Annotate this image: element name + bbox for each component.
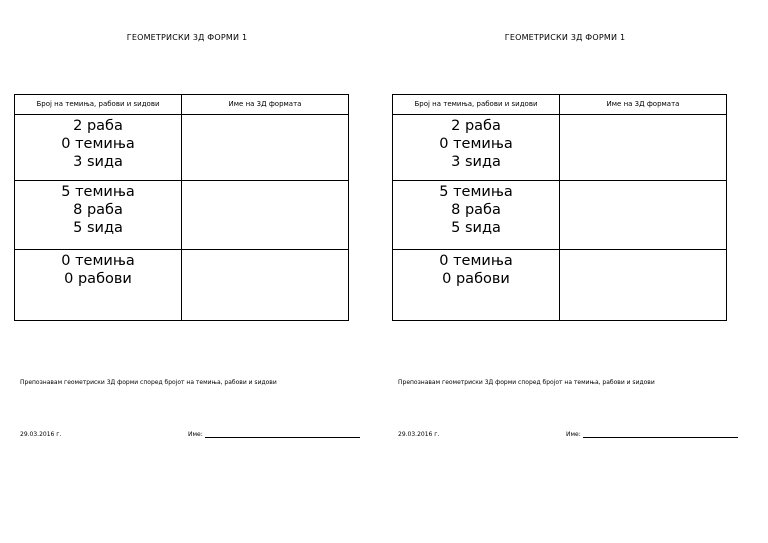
description-line: 0 темиња	[61, 136, 135, 152]
name-field[interactable]	[188, 431, 360, 438]
description-line: 0 темиња	[439, 253, 513, 269]
description-line: 0 рабови	[442, 271, 510, 287]
worksheet-date: 29.03.2016 г.	[20, 431, 62, 438]
row-description	[393, 181, 560, 250]
name-label: Име:	[566, 431, 581, 438]
worksheet-date: 29.03.2016 г.	[398, 431, 440, 438]
table-row	[15, 181, 349, 250]
row-description	[15, 181, 182, 250]
description-line: 3 sида	[73, 154, 123, 170]
header-shape-name: Име на 3Д формата	[560, 95, 727, 115]
worksheet-title: ГЕОМЕТРИСКИ 3Д ФОРМИ 1	[126, 33, 248, 42]
description-line: 0 темиња	[439, 136, 513, 152]
description-line: 3 sида	[451, 154, 501, 170]
table-row	[393, 250, 727, 321]
name-blank-line[interactable]	[205, 431, 360, 438]
header-shape-name: Име на 3Д формата	[182, 95, 349, 115]
row-description	[15, 250, 182, 321]
name-label: Име:	[188, 431, 203, 438]
name-blank-line[interactable]	[583, 431, 738, 438]
table-header-row	[393, 95, 727, 115]
table-row	[393, 115, 727, 181]
table-row	[393, 181, 727, 250]
header-description: Број на темиња, рабови и sидови	[15, 95, 182, 115]
table-row	[15, 115, 349, 181]
description-line: 0 рабови	[64, 271, 132, 287]
worksheet-right	[392, 0, 752, 543]
worksheet-title: ГЕОМЕТРИСКИ 3Д ФОРМИ 1	[504, 33, 626, 42]
description-line: 5 темиња	[61, 184, 135, 200]
answer-cell[interactable]	[560, 181, 727, 250]
answer-cell[interactable]	[560, 115, 727, 181]
name-field[interactable]	[566, 431, 738, 438]
row-description	[15, 115, 182, 181]
worksheet-subtitle: Препознавам геометриски 3Д форми според бројот на темиња, рабови и sидови	[398, 379, 655, 386]
answer-cell[interactable]	[182, 250, 349, 321]
worksheet-left	[14, 0, 374, 543]
answer-cell[interactable]	[182, 181, 349, 250]
table-row	[15, 250, 349, 321]
table-header-row	[15, 95, 349, 115]
header-description: Број на темиња, рабови и sидови	[393, 95, 560, 115]
description-line: 2 раба	[73, 118, 123, 134]
description-line: 5 sида	[451, 220, 501, 236]
description-line: 0 темиња	[61, 253, 135, 269]
answer-cell[interactable]	[182, 115, 349, 181]
forms-table	[14, 94, 349, 321]
answer-cell[interactable]	[560, 250, 727, 321]
row-description	[393, 250, 560, 321]
description-line: 2 раба	[451, 118, 501, 134]
description-line: 5 sида	[73, 220, 123, 236]
forms-table	[392, 94, 727, 321]
worksheet-subtitle: Препознавам геометриски 3Д форми според бројот на темиња, рабови и sидови	[20, 379, 277, 386]
row-description	[393, 115, 560, 181]
description-line: 5 темиња	[439, 184, 513, 200]
description-line: 8 раба	[451, 202, 501, 218]
description-line: 8 раба	[73, 202, 123, 218]
